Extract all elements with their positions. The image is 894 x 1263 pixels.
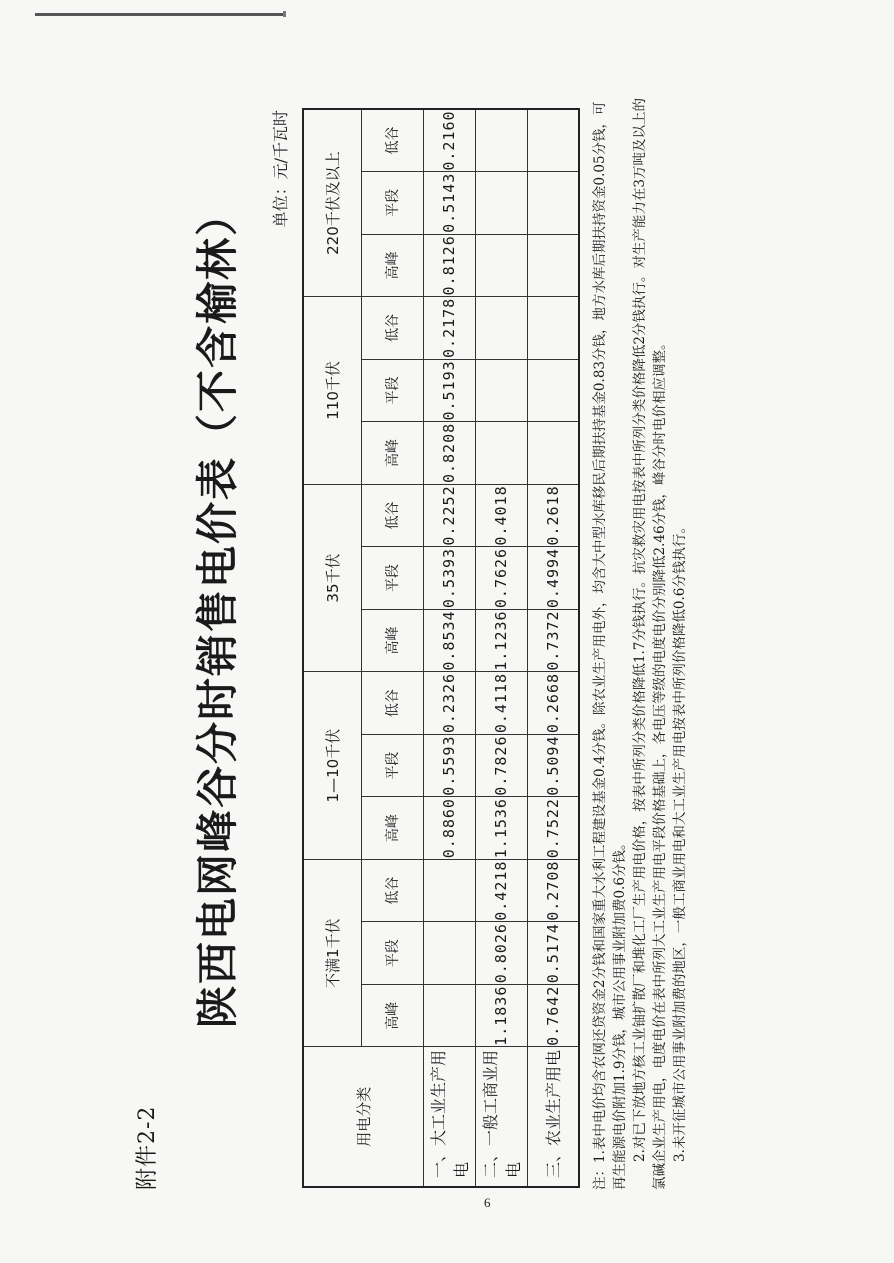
- period-header: 低谷: [361, 297, 423, 360]
- category-cell: 二、一般工商业用电: [475, 1047, 527, 1187]
- price-cell: 0.5174: [527, 922, 579, 985]
- note-3: 3.未开征城市公用事业附加费的地区，一般工商业用电和大工业生产用电按表中所列价格降低0.6分钱执行。: [672, 520, 688, 1162]
- price-cell: 0.4218: [475, 859, 527, 922]
- price-cell: [527, 297, 579, 360]
- period-header: 高峰: [361, 797, 423, 860]
- top-rule-mark: [283, 11, 286, 17]
- price-cell: 0.4118: [475, 672, 527, 735]
- period-header: 平段: [361, 359, 423, 422]
- price-cell: [475, 109, 527, 172]
- price-cell: 0.2178: [423, 297, 475, 360]
- price-cell: 1.1836: [475, 984, 527, 1047]
- top-rule: [35, 13, 285, 16]
- document-title: 陕西电网峰谷分时销售电价表（不含榆林）: [193, 192, 242, 1029]
- attachment-label: 附件2-2: [135, 1105, 160, 1190]
- price-cell: [527, 234, 579, 297]
- period-header: 高峰: [361, 984, 423, 1047]
- price-table: [302, 108, 580, 1188]
- period-header: 高峰: [361, 422, 423, 485]
- price-cell: [475, 297, 527, 360]
- period-header: 高峰: [361, 234, 423, 297]
- unit-label: 单位：元/千瓦时: [271, 110, 290, 228]
- note-2: 2.对已下放地方核工业铀扩散厂和堆化工厂生产用电价格，按表中所列分类价格降低1.7分钱执行。抗灾救灾用电按表中所列分类价格降低2分钱执行。对生产能力在3万吨及以上的氯碱企业生产用电，电度电价在表中所列大工业生产用电平段价格基础上，各电压等级的电度电价分别降低2.46分钱，峰谷分时电价相应调整。: [632, 97, 668, 1190]
- voltage-header: 35千伏: [303, 484, 361, 672]
- price-cell: 0.2160: [423, 109, 475, 172]
- rotated-page-content: [130, 30, 810, 1190]
- period-header: 低谷: [361, 109, 423, 172]
- period-header: 平段: [361, 547, 423, 610]
- period-header: 平段: [361, 172, 423, 235]
- price-cell: 0.2668: [527, 672, 579, 735]
- category-cell: 三、农业生产用电: [527, 1047, 579, 1187]
- voltage-header: 110千伏: [303, 297, 361, 485]
- period-header: 高峰: [361, 609, 423, 672]
- period-header: 低谷: [361, 484, 423, 547]
- price-cell: 0.7372: [527, 609, 579, 672]
- price-cell: [527, 109, 579, 172]
- price-cell: [527, 359, 579, 422]
- voltage-header: 不满1千伏: [303, 859, 361, 1047]
- price-cell: 0.5193: [423, 359, 475, 422]
- price-cell: 0.8208: [423, 422, 475, 485]
- price-cell: [475, 359, 527, 422]
- price-cell: 0.2326: [423, 672, 475, 735]
- price-cell: 0.7626: [475, 547, 527, 610]
- category-cell: 一、大工业生产用电: [423, 1047, 475, 1187]
- price-cell: [423, 922, 475, 985]
- price-cell: 0.2252: [423, 484, 475, 547]
- price-cell: 0.4994: [527, 547, 579, 610]
- notes-section: [590, 90, 690, 1190]
- price-cell: 0.5143: [423, 172, 475, 235]
- price-cell: [423, 984, 475, 1047]
- price-cell: 0.8026: [475, 922, 527, 985]
- table-row: [475, 109, 527, 1187]
- price-cell: [475, 172, 527, 235]
- voltage-header: 1—10千伏: [303, 672, 361, 860]
- price-cell: 0.4018: [475, 484, 527, 547]
- price-cell: [475, 422, 527, 485]
- price-cell: 0.7826: [475, 734, 527, 797]
- period-header: 平段: [361, 922, 423, 985]
- voltage-header: 220千伏及以上: [303, 109, 361, 297]
- table-row: [527, 109, 579, 1187]
- page-number: 6: [484, 1195, 491, 1210]
- price-cell: 0.7642: [527, 984, 579, 1047]
- price-cell: 0.7522: [527, 797, 579, 860]
- price-cell: [527, 422, 579, 485]
- table-row: [423, 109, 475, 1187]
- price-cell: 1.1236: [475, 609, 527, 672]
- price-cell: 1.1536: [475, 797, 527, 860]
- price-cell: 0.5393: [423, 547, 475, 610]
- period-header: 平段: [361, 734, 423, 797]
- price-cell: 0.8126: [423, 234, 475, 297]
- price-cell: 0.5593: [423, 734, 475, 797]
- category-header: 用电分类: [303, 1047, 423, 1187]
- price-cell: [475, 234, 527, 297]
- price-cell: 0.8860: [423, 797, 475, 860]
- note-1: 注：1.表中电价均含农网还贷资金2分钱和国家重大水利工程建设基金0.4分钱。除农业生产用电外，均含大中型水库移民后期扶持基金0.83分钱，地方水库后期扶持资金0.05分钱，可再生能源电价附加1.9分钱，城市公用事业附加费0.6分钱。: [592, 101, 628, 1190]
- price-cell: 0.5094: [527, 734, 579, 797]
- price-cell: 0.8534: [423, 609, 475, 672]
- price-cell: 0.2618: [527, 484, 579, 547]
- price-cell: 0.2708: [527, 859, 579, 922]
- price-cell: [423, 859, 475, 922]
- price-cell: [527, 172, 579, 235]
- period-header: 低谷: [361, 672, 423, 735]
- period-header: 低谷: [361, 859, 423, 922]
